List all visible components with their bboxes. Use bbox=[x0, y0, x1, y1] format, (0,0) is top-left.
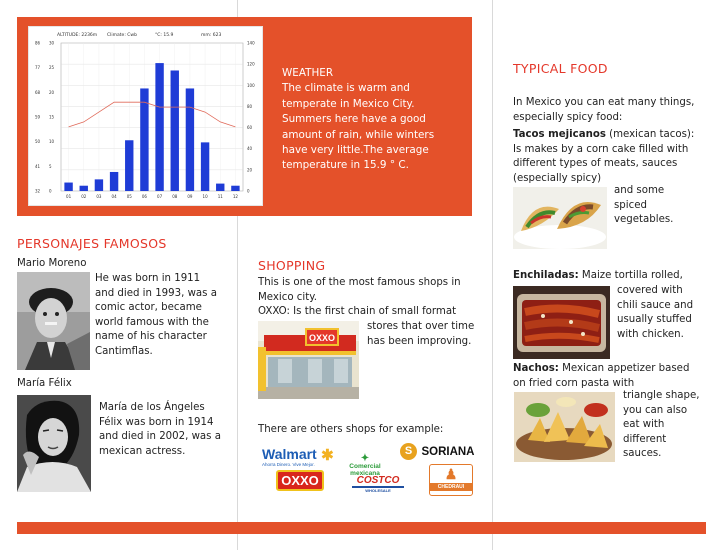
person1-name: Mario Moreno bbox=[17, 258, 87, 269]
oxxo-logo bbox=[276, 470, 324, 491]
chart-left-tick-f: 86 bbox=[35, 40, 41, 46]
nachos-photo bbox=[514, 392, 615, 462]
chart-plot-frame bbox=[61, 43, 243, 191]
precipitation-bar bbox=[216, 184, 224, 191]
chart-right-tick: 80 bbox=[247, 103, 253, 109]
chart-right-tick: 40 bbox=[247, 146, 253, 152]
chart-x-tick: 06 bbox=[141, 194, 147, 199]
chedraui-figure-icon: ♟ bbox=[444, 466, 458, 482]
chart-left-tick-f: 68 bbox=[35, 89, 41, 95]
food-heading: TYPICAL FOOD bbox=[513, 61, 608, 76]
costco-logo bbox=[352, 475, 404, 493]
enchiladas-text: Maize tortilla rolled, bbox=[578, 270, 683, 281]
chart-left-tick-c: 10 bbox=[49, 139, 55, 145]
chart-right-tick: 0 bbox=[247, 188, 250, 194]
precipitation-bar bbox=[110, 172, 118, 191]
nachos-text: Mexican appetizer based on fried corn pasta with bbox=[513, 363, 690, 389]
tacos-photo bbox=[513, 187, 607, 249]
precipitation-bar bbox=[125, 140, 133, 191]
chart-left-tick-c: 20 bbox=[49, 89, 55, 95]
chart-header-altitude: ALTITUDE: 2236m bbox=[57, 33, 98, 38]
column-divider-right bbox=[492, 0, 493, 550]
oxxo-rest: stores that over time has been improving. bbox=[367, 321, 475, 347]
climate-chart-svg bbox=[29, 27, 262, 205]
enchiladas-continued: covered with chili sauce and usually stuffed with chicken. bbox=[617, 285, 694, 340]
store-sign-text: OXXO bbox=[308, 333, 336, 343]
chart-right-tick: 140 bbox=[247, 40, 255, 46]
precipitation-bar bbox=[171, 70, 179, 191]
food-intro: In Mexico you can eat many things, especially spicy food: bbox=[513, 97, 695, 123]
oxxo-lead: OXXO: Is the first chain of small format bbox=[258, 306, 457, 317]
temperature-line bbox=[69, 102, 236, 127]
tacos-description bbox=[513, 128, 703, 186]
chart-x-tick: 09 bbox=[187, 194, 193, 199]
chart-left-tick-f: 59 bbox=[35, 114, 41, 120]
other-shops-text: There are others shops for example: bbox=[258, 424, 444, 435]
tacos-text: (mexican tacos): Is makes by a corn cake filled with different types of meats, sauces (especially spicy) bbox=[513, 129, 695, 184]
chart-right-tick: 60 bbox=[247, 125, 253, 131]
walmart-spark-icon: ✱ bbox=[321, 447, 334, 464]
chart-right-tick: 100 bbox=[247, 82, 255, 88]
comercial-mexicana-bird-icon: ✦ bbox=[360, 453, 370, 464]
comercial-mexicana-text: Comercial mexicana bbox=[349, 463, 381, 477]
chart-left-tick-f: 50 bbox=[35, 139, 41, 145]
chart-header-precip: mm: 623 bbox=[201, 33, 222, 38]
chart-header-climate: Climate: Cwb bbox=[107, 33, 137, 38]
chart-x-tick: 12 bbox=[232, 194, 238, 199]
maria-felix-photo bbox=[17, 395, 91, 492]
chart-left-tick-c: 15 bbox=[49, 114, 55, 120]
shopping-heading: SHOPPING bbox=[258, 258, 326, 273]
precipitation-bar bbox=[80, 186, 88, 191]
chart-x-tick: 08 bbox=[172, 194, 178, 199]
soriana-logo bbox=[400, 443, 474, 461]
chart-left-tick-c: 5 bbox=[49, 163, 52, 169]
precipitation-bar bbox=[201, 142, 209, 191]
walmart-tagline: Ahorra Dinero. Vive Mejor. bbox=[262, 462, 315, 467]
tacos-name: Tacos mejicanos bbox=[513, 129, 606, 140]
precipitation-bar bbox=[95, 179, 103, 191]
soriana-s-icon: S bbox=[400, 443, 417, 460]
chart-left-tick-f: 32 bbox=[35, 188, 41, 194]
chart-left-tick-f: 77 bbox=[35, 65, 41, 71]
enchiladas-photo bbox=[513, 286, 610, 359]
nachos-continued: triangle shape, you can also eat with different sauces. bbox=[623, 390, 700, 460]
person2-name: María Félix bbox=[17, 378, 72, 389]
person2-bio: María de los Ángeles Félix was born in 1914 and died in 2002, was a mexican actress. bbox=[99, 402, 221, 457]
soriana-logo-text: SORIANA bbox=[421, 445, 475, 458]
nachos-name: Nachos: bbox=[513, 363, 559, 374]
weather-body: The climate is warm and temperate in Mexico City. Summers here have a good amount of rain, while winters have very little.The average temperature in 15.9 ° C. bbox=[282, 82, 435, 172]
weather-title: WEATHER bbox=[282, 67, 334, 79]
chedraui-logo bbox=[429, 464, 473, 496]
chart-x-tick: 03 bbox=[96, 194, 102, 199]
chart-left-tick-c: 30 bbox=[49, 40, 55, 46]
walmart-logo bbox=[262, 445, 334, 467]
chart-x-tick: 02 bbox=[81, 194, 87, 199]
chart-left-tick-c: 0 bbox=[49, 188, 52, 194]
person1-bio: He was born in 1911 and died in 1993, was a comic actor, became world famous with the name of his character Cantimflas. bbox=[95, 273, 217, 357]
precipitation-bar bbox=[155, 63, 163, 191]
footer-bar bbox=[17, 522, 706, 534]
precipitation-bar bbox=[140, 88, 148, 191]
tacos-continued: and some spiced vegetables. bbox=[614, 185, 674, 226]
enchiladas-description bbox=[513, 269, 703, 284]
mario-moreno-photo bbox=[17, 272, 90, 370]
precipitation-bar bbox=[64, 183, 72, 191]
costco-logo-text: COSTCO bbox=[352, 475, 404, 488]
chart-right-tick: 20 bbox=[247, 167, 253, 173]
chart-left-tick-f: 41 bbox=[35, 163, 41, 169]
nachos-description bbox=[513, 362, 701, 391]
oxxo-logo-text: OXXO bbox=[281, 473, 319, 488]
weather-panel bbox=[17, 17, 472, 216]
precipitation-bar bbox=[186, 88, 194, 191]
oxxo-store-photo bbox=[258, 321, 359, 399]
climate-chart bbox=[28, 26, 263, 206]
chart-left-tick-c: 25 bbox=[49, 65, 55, 71]
chart-x-tick: 10 bbox=[202, 194, 208, 199]
precipitation-bar bbox=[231, 186, 239, 191]
chart-x-tick: 04 bbox=[111, 194, 117, 199]
costco-tagline: WHOLESALE bbox=[365, 488, 391, 493]
chart-header-temp: °C: 15.9 bbox=[155, 33, 174, 38]
chart-x-tick: 01 bbox=[66, 194, 72, 199]
comercial-mexicana-logo bbox=[343, 455, 387, 477]
chart-right-tick: 120 bbox=[247, 61, 255, 67]
weather-description bbox=[282, 66, 458, 174]
walmart-logo-text: Walmart bbox=[262, 446, 317, 462]
shopping-intro: This is one of the most famous shops in Mexico city. bbox=[258, 277, 461, 303]
chart-x-tick: 07 bbox=[157, 194, 163, 199]
famous-heading: PERSONAJES FAMOSOS bbox=[17, 236, 167, 251]
chedraui-logo-text: CHEDRAUI bbox=[430, 483, 472, 491]
chart-x-tick: 05 bbox=[126, 194, 132, 199]
chart-x-tick: 11 bbox=[217, 194, 223, 199]
enchiladas-name: Enchiladas: bbox=[513, 270, 579, 281]
